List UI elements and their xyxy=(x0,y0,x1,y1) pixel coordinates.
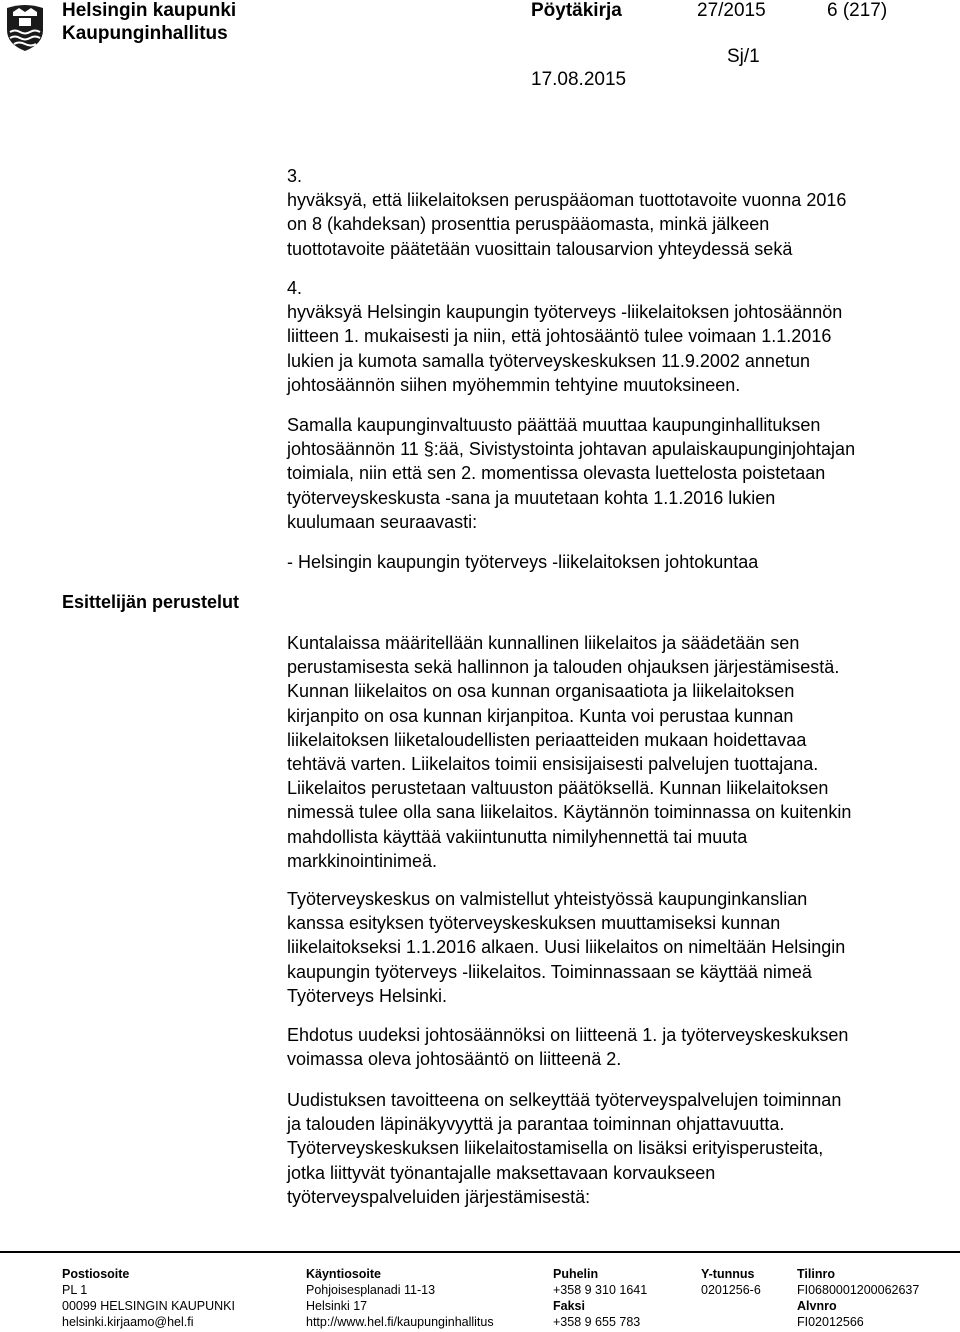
footer-web-link[interactable]: http://www.hel.fi/kaupunginhallitus xyxy=(306,1315,494,1329)
section-label: Esittelijän perustelut xyxy=(62,592,240,612)
paragraph-samalla: Samalla kaupunginvaltuusto päättää muuttaa kaupunginhallituksen johtosäännön 11 §:ää, Sivistystointa johtavan apulaiskaupunginjohtajan toimiala, niin että sen 2. momentissa olevasta luettelosta poistetaan työterveyskeskusta -sana ja muutetaan kohta 1.1.2016 lukien kuulumaan seuraavasti: xyxy=(287,415,856,532)
footer-business-id: Y-tunnus 0201256-6 xyxy=(701,1267,761,1297)
meeting-number: 27/2015 xyxy=(697,0,766,21)
paragraph-item-4: 4. hyväksyä Helsingin kaupungin työterveys -liikelaitoksen johtosäännön liitteen 1. mukaisesti ja niin, että johtosääntö tulee voimaan 1.1.2016 lukien ja kumota samalla työterveyskeskuksen 11.9.2002 annetun johtosäännön siihen myöhemmin tehtyine muutoksineen. xyxy=(287,278,843,395)
org-name: Helsingin kaupunki xyxy=(62,0,237,21)
paragraph-item-3: 3. hyväksyä, että liikelaitoksen peruspääoman tuottotavoite vuonna 2016 on 8 (kahdeksan) prosenttia peruspääomasta, minkä jälkeen tuottotavoite päätetään vuosittain talousarvion yhteydessä sekä xyxy=(287,166,847,259)
footer-postal: Postiosoite PL 1 00099 HELSINGIN KAUPUNKI helsinki.kirjaamo@hel.fi xyxy=(62,1267,235,1329)
doc-type: Pöytäkirja xyxy=(531,0,622,21)
paragraph-list-item: - Helsingin kaupungin työterveys -liikelaitoksen johtokuntaa xyxy=(287,552,759,572)
section-code: Sj/1 xyxy=(727,46,760,67)
footer-phone: Puhelin +358 9 310 1641 Faksi +358 9 655 783 xyxy=(553,1267,648,1329)
page-number: 6 (217) xyxy=(827,0,888,21)
footer-visiting: Käyntiosoite Pohjoisesplanadi 11-13 Helsinki 17 http://www.hel.fi/kaupunginhallitus xyxy=(306,1267,494,1329)
footer-email-link[interactable]: helsinki.kirjaamo@hel.fi xyxy=(62,1315,194,1329)
paragraph-kuntalaissa: Kuntalaissa määritellään kunnallinen liikelaitos ja säädetään sen perustamisesta sekä hallinnon ja talouden ohjauksen järjestämisestä. Kunnan liikelaitos on osa kunnan organisaatiota ja liikelaitoksen kirjanpito on osa kunnan kirjanpitoa. Kunta voi perustaa kunnan liikelaitoksen liiketaloudellisten periaatteiden mukaan hoidettavaa tehtävä varten. Liikelaitos toimii ensisijaisesti palvelujen tuottajana. Liikelaitos perustetaan valtuuston päätöksellä. Kunnan liikelaitoksen nimessä tulee olla sana liikelaitos. Käytännön toiminnassa on kuitenkin mahdollista käyttää vakiintunutta nimilyhennettä tai muuta markkinointinimeä. xyxy=(287,633,852,871)
body-name: Kaupunginhallitus xyxy=(62,23,228,44)
footer-divider xyxy=(0,1251,960,1253)
footer-account: Tilinro FI0680001200062637 Alvnro FI02012566 xyxy=(797,1267,920,1329)
paragraph-ehdotus: Ehdotus uudeksi johtosäännöksi on liitteenä 1. ja työterveyskeskuksen voimassa oleva johtosääntö on liitteenä 2. xyxy=(287,1025,849,1070)
paragraph-uudistuksen: Uudistuksen tavoitteena on selkeyttää työterveyspalvelujen toiminnan ja talouden läpinäkyvyyttä ja parantaa toiminnan ohjattavuutta. Työterveyskeskuksen liikelaitostamisella on lisäksi erityisperusteita, jotka liittyvät työnantajalle maksettavaan korvaukseen työterveyspalveluiden järjestämisestä: xyxy=(287,1090,842,1207)
meeting-date: 17.08.2015 xyxy=(531,69,627,90)
helsinki-coat-of-arms-icon xyxy=(4,2,46,52)
paragraph-tyoterveyskeskus: Työterveyskeskus on valmistellut yhteistyössä kaupunginkanslian kanssa esityksen työterveyskeskuksen muuttamiseksi kunnan liikelaitokseksi 1.1.2016 alkaen. Uusi liikelaitos on nimeltään Helsingin kaupungin työterveys -liikelaitos. Toiminnassaan se käyttää nimeä Työterveys Helsinki. xyxy=(287,889,846,1006)
